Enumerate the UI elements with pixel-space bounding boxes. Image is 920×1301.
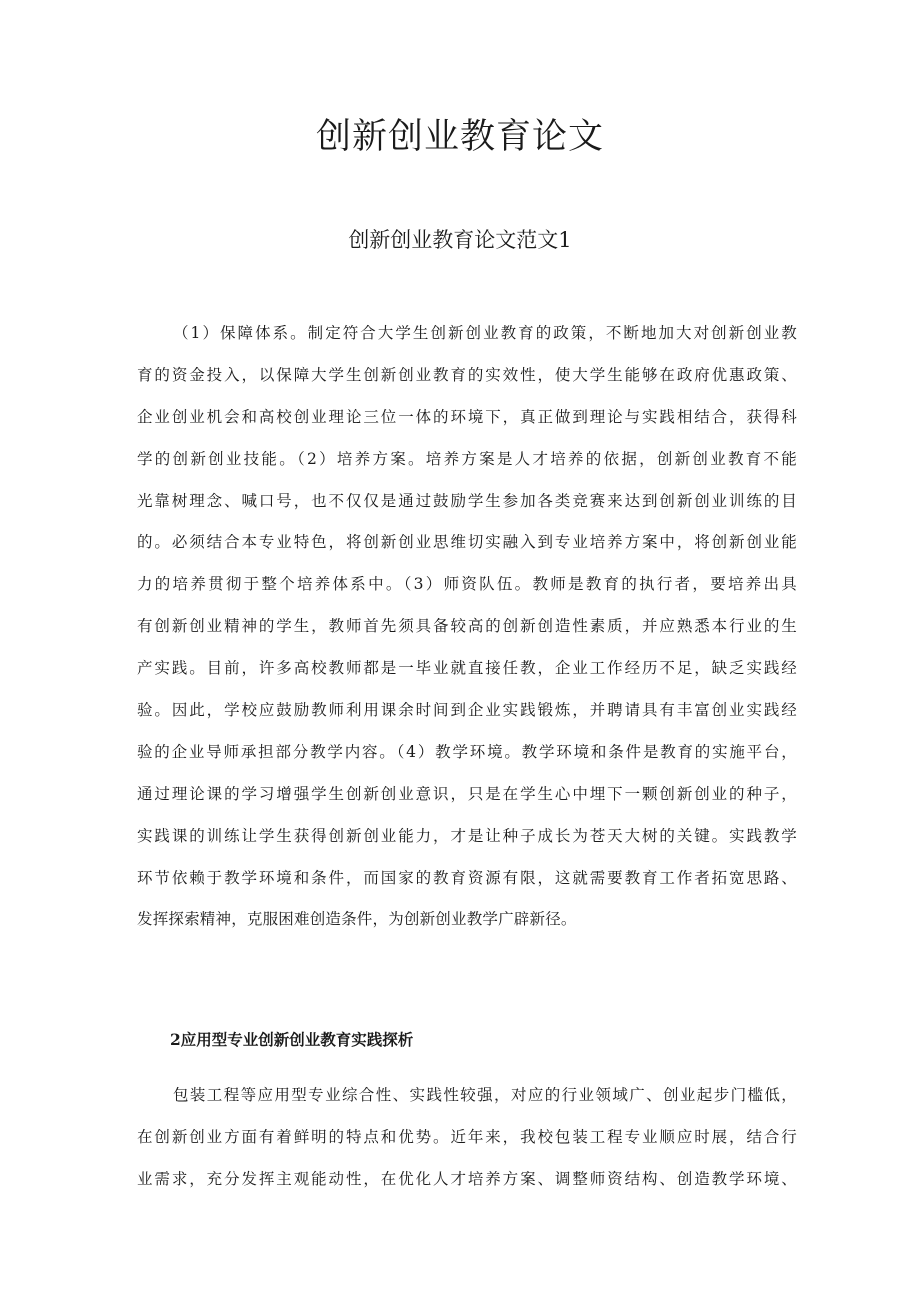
paragraph-line: 实践课的训练让学生获得创新创业能力，才是让种子成长为苍天大树的关键。实践教学	[137, 826, 797, 845]
paragraph-line: 力的培养贯彻于整个培养体系中。（3）师资队伍。教师是教育的执行者，要培养出具	[137, 575, 797, 594]
document-title: 创新创业教育论文	[315, 117, 604, 157]
paragraph-line: 光靠树理念、喊口号，也不仅仅是通过鼓励学生参加各类竞赛来达到创新创业训练的目	[137, 491, 797, 510]
paragraph-line: 验。因此，学校应鼓励教师利用课余时间到企业实践锻炼，并聘请具有丰富创业实践经	[137, 701, 797, 720]
paragraph-line: 业需求，充分发挥主观能动性，在优化人才培养方案、调整师资结构、创造教学环境、	[137, 1169, 797, 1188]
paragraph-line: 在创新创业方面有着鲜明的特点和优势。近年来，我校包装工程专业顺应时展，结合行	[137, 1127, 797, 1146]
paragraph-line: 包装工程等应用型专业综合性、实践性较强，对应的行业领域广、创业起步门槛低，	[173, 1086, 797, 1104]
document-subtitle: 创新创业教育论文范文1	[348, 228, 572, 252]
paragraph-line: 环节依赖于教学环境和条件，而国家的教育资源有限，这就需要教育工作者拓宽思路、	[137, 868, 797, 887]
paragraph-line: 发挥探索精神，克服困难创造条件，为创新创业教学广辟新径。	[137, 910, 577, 929]
paragraph-line: 有创新创业精神的学生，教师首先须具备较高的创新创造性素质，并应熟悉本行业的生	[137, 617, 797, 636]
paragraph-line: 验的企业导师承担部分教学内容。（4）教学环境。教学环境和条件是教育的实施平台，	[137, 742, 797, 761]
section-heading: 2应用型专业创新创业教育实践探析	[170, 1030, 414, 1049]
paragraph-line: 学的创新创业技能。（2）培养方案。培养方案是人才培养的依据，创新创业教育不能	[137, 449, 797, 468]
paragraph-packaging-engineering	[137, 1075, 797, 1201]
paragraph-line: 的。必须结合本专业特色，将创新创业思维切实融入到专业培养方案中，将创新创业能	[137, 533, 797, 552]
paragraph-line: 通过理论课的学习增强学生创新创业意识，只是在学生心中埋下一颗创新创业的种子，	[137, 784, 797, 803]
paragraph-line: 产实践。目前，许多高校教师都是一毕业就直接任教，企业工作经历不足，缺乏实践经	[137, 659, 797, 678]
paragraph-guarantee-system	[137, 313, 797, 941]
paragraph-line: 企业创业机会和高校创业理论三位一体的环境下，真正做到理论与实践相结合，获得科	[137, 407, 797, 426]
paragraph-line: 育的资金投入，以保障大学生创新创业教育的实效性，使大学生能够在政府优惠政策、	[137, 365, 797, 384]
paragraph-line: （1）保障体系。制定符合大学生创新创业教育的政策，不断地加大对创新创业教	[173, 324, 797, 342]
